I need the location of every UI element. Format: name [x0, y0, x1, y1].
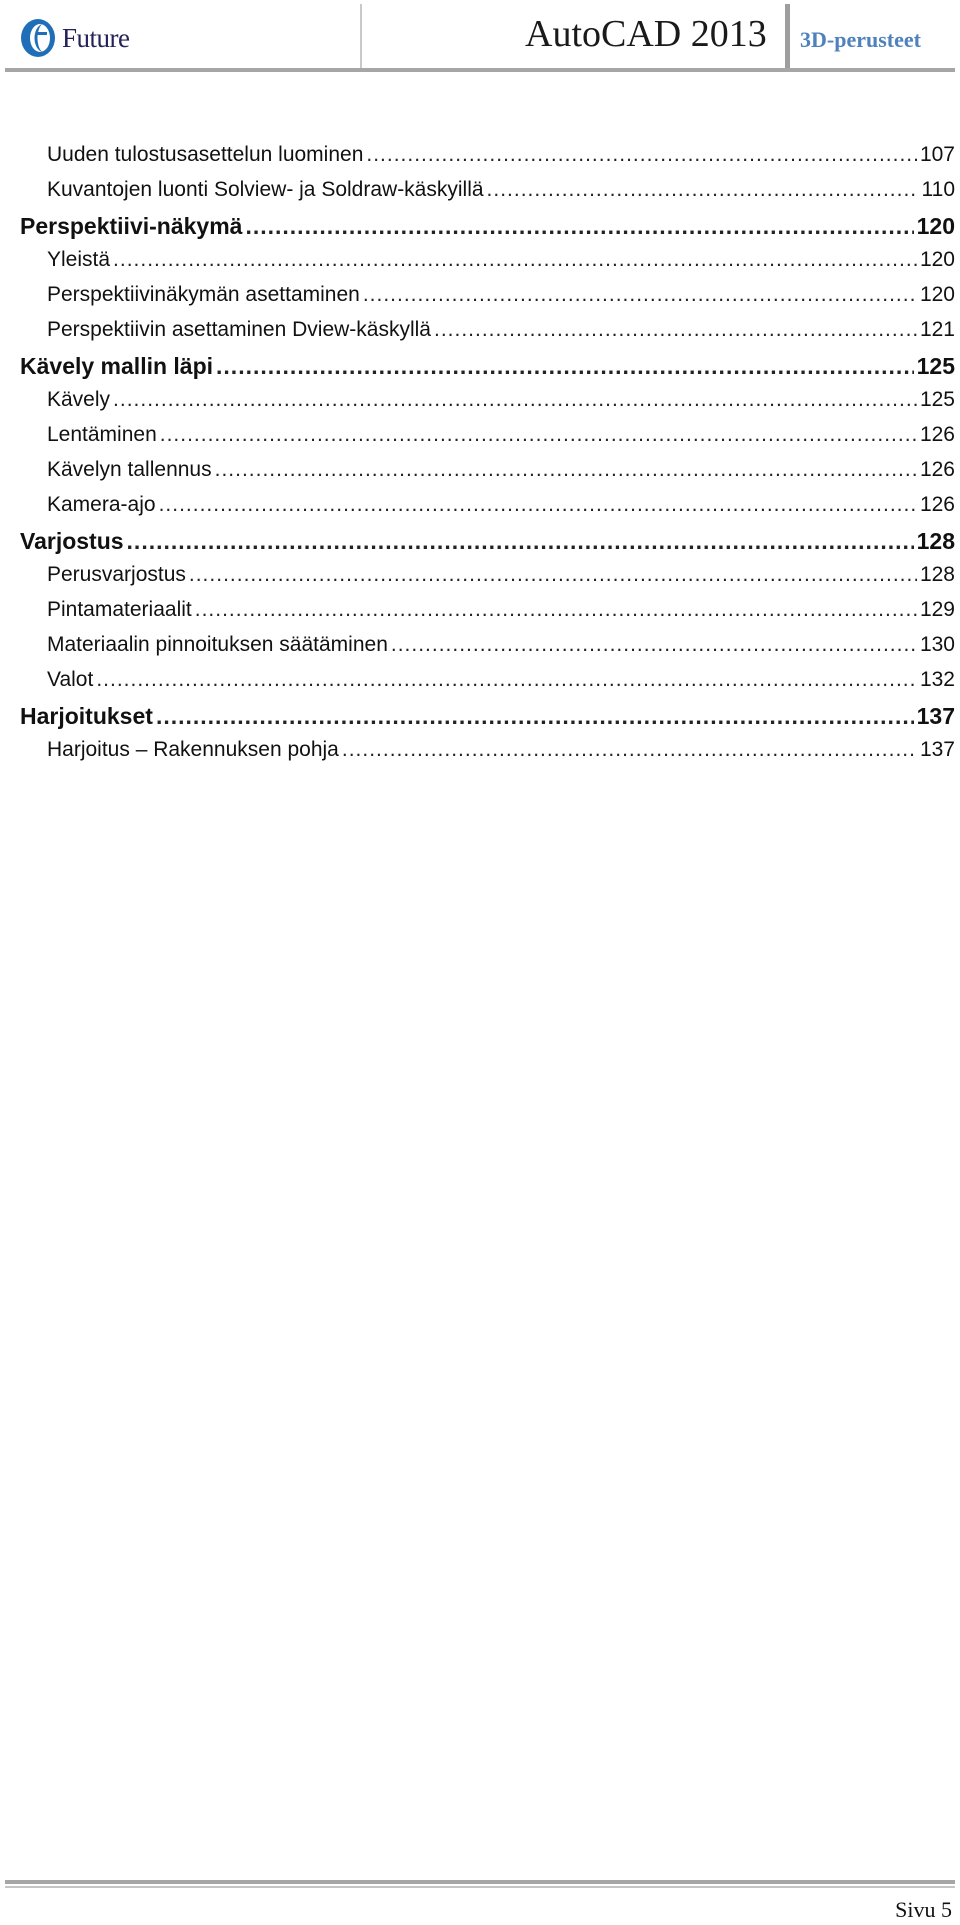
toc-entry-page-number: 121 — [919, 318, 955, 341]
toc-entry-label: Perspektiivi-näkymä — [20, 213, 243, 239]
toc-dot-leader — [160, 423, 917, 447]
toc-entry-page-number: 137 — [919, 738, 955, 761]
toc-entry-page-number: 125 — [919, 388, 955, 411]
toc-dot-leader — [113, 388, 917, 412]
toc-section-entry[interactable] — [20, 598, 955, 633]
toc-section-entry[interactable] — [20, 388, 955, 423]
toc-entry-page-number: 120 — [919, 283, 955, 306]
toc-entry-label: Lentäminen — [47, 423, 157, 446]
toc-entry-label: Valot — [47, 668, 94, 691]
toc-entry-label: Pintamateriaalit — [47, 598, 192, 621]
toc-dot-leader — [96, 668, 917, 692]
toc-dot-leader — [189, 563, 917, 587]
header-rule — [5, 68, 955, 72]
toc-section-entry[interactable] — [20, 283, 955, 318]
toc-entry-page-number: 110 — [921, 178, 955, 201]
toc-entry-page-number: 132 — [919, 668, 955, 691]
toc-entry-label: Harjoitus – Rakennuksen pohja — [47, 738, 339, 761]
toc-entry-label: Materiaalin pinnoituksen säätäminen — [47, 633, 388, 656]
document-subtitle: 3D-perusteet — [800, 27, 921, 52]
footer-rule — [5, 1880, 955, 1884]
toc-section-entry[interactable] — [20, 143, 955, 178]
logo-wordmark: Future — [62, 22, 130, 53]
toc-dot-leader — [391, 633, 917, 657]
toc-chapter-entry[interactable] — [20, 703, 955, 738]
toc-entry-page-number: 126 — [919, 458, 955, 481]
toc-dot-leader — [366, 143, 917, 167]
toc-entry-page-number: 128 — [916, 528, 955, 554]
toc-entry-label: Kävelyn tallennus — [47, 458, 212, 481]
toc-section-entry[interactable] — [20, 458, 955, 493]
toc-chapter-entry[interactable] — [20, 213, 955, 248]
toc-entry-page-number: 128 — [919, 563, 955, 586]
toc-section-entry[interactable] — [20, 493, 955, 528]
toc-entry-label: Kävely mallin läpi — [20, 353, 214, 379]
toc-entry-page-number: 120 — [916, 213, 955, 239]
toc-dot-leader — [342, 738, 917, 762]
toc-section-entry[interactable] — [20, 178, 955, 213]
toc-entry-label: Kuvantojen luonti Solview- ja Soldraw-käskyillä — [47, 178, 484, 201]
toc-dot-leader — [245, 213, 913, 240]
toc-entry-label: Harjoitukset — [20, 703, 153, 729]
toc-dot-leader — [113, 248, 917, 272]
page-header — [0, 0, 960, 72]
toc-dot-leader — [215, 458, 917, 482]
toc-chapter-entry[interactable] — [20, 528, 955, 563]
document-title: AutoCAD 2013 — [525, 13, 767, 55]
future-logo-icon — [20, 18, 56, 58]
toc-entry-page-number: 125 — [916, 353, 955, 379]
toc-entry-label: Kävely — [47, 388, 111, 411]
toc-chapter-entry[interactable] — [20, 353, 955, 388]
page-number: Sivu 5 — [895, 1897, 952, 1922]
toc-dot-leader — [127, 528, 914, 555]
toc-entry-label: Perusvarjostus — [47, 563, 186, 586]
toc-section-entry[interactable] — [20, 633, 955, 668]
toc-dot-leader — [156, 703, 914, 730]
table-of-contents — [20, 143, 955, 773]
toc-entry-page-number: 129 — [919, 598, 955, 621]
toc-entry-label: Kamera-ajo — [47, 493, 156, 516]
toc-dot-leader — [216, 353, 914, 380]
toc-section-entry[interactable] — [20, 248, 955, 283]
toc-entry-label: Varjostus — [20, 528, 124, 554]
toc-dot-leader — [363, 283, 917, 307]
toc-dot-leader — [195, 598, 917, 622]
toc-entry-page-number: 130 — [919, 633, 955, 656]
toc-dot-leader — [487, 178, 919, 202]
header-divider — [360, 4, 362, 68]
footer-rule-thin — [5, 1886, 955, 1888]
toc-entry-page-number: 126 — [919, 423, 955, 446]
toc-entry-label: Perspektiivinäkymän asettaminen — [47, 283, 360, 306]
toc-entry-page-number: 137 — [916, 703, 955, 729]
toc-section-entry[interactable] — [20, 318, 955, 353]
toc-section-entry[interactable] — [20, 563, 955, 598]
toc-section-entry[interactable] — [20, 738, 955, 773]
toc-dot-leader — [434, 318, 917, 342]
toc-entry-page-number: 107 — [919, 143, 955, 166]
toc-entry-label: Yleistä — [47, 248, 111, 271]
toc-section-entry[interactable] — [20, 423, 955, 458]
toc-entry-label: Perspektiivin asettaminen Dview-käskyllä — [47, 318, 431, 341]
toc-section-entry[interactable] — [20, 668, 955, 703]
toc-entry-page-number: 126 — [919, 493, 955, 516]
toc-entry-label: Uuden tulostusasettelun luominen — [47, 143, 364, 166]
toc-entry-page-number: 120 — [919, 248, 955, 271]
toc-dot-leader — [159, 493, 917, 517]
future-logo — [20, 18, 130, 58]
header-divider-thick — [785, 4, 790, 68]
